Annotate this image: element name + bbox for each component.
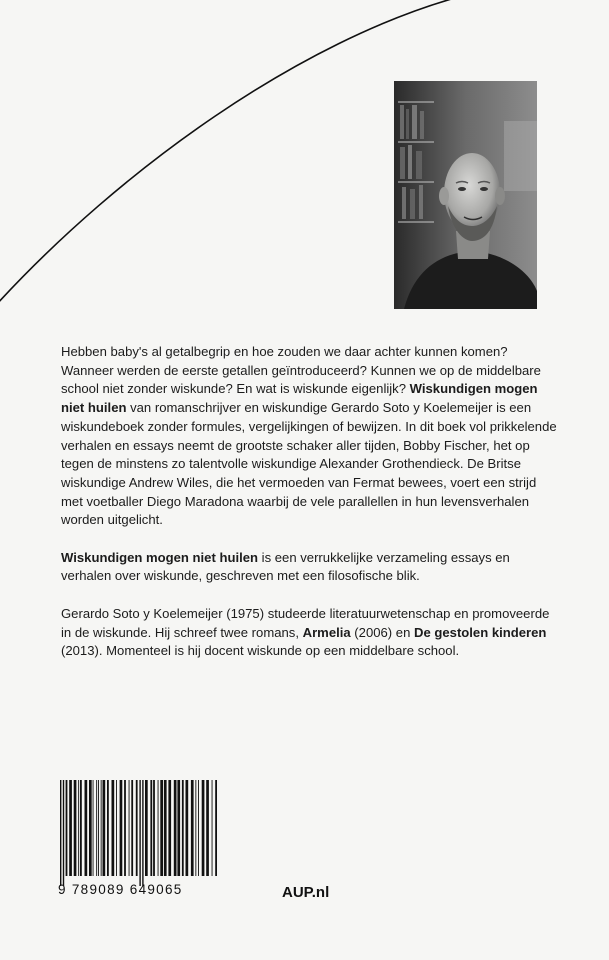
barcode-bar <box>160 780 163 876</box>
paragraph-summary <box>61 549 561 586</box>
barcode-bar <box>215 780 217 876</box>
barcode-bar <box>195 780 196 876</box>
barcode-bar <box>101 780 102 876</box>
barcode-bar <box>66 780 68 876</box>
book-title-run: Armelia <box>302 624 351 640</box>
barcode-bar <box>164 780 167 876</box>
barcode-bar <box>136 780 138 876</box>
book-title-run: De gestolen kinderen <box>414 624 547 640</box>
barcode-bar <box>93 780 94 876</box>
barcode-bar <box>116 780 117 876</box>
barcode-bar <box>80 780 82 876</box>
barcode-bar <box>168 780 171 876</box>
barcode-bar <box>177 780 180 876</box>
barcode-bar <box>107 780 109 876</box>
barcode-bar <box>139 780 140 886</box>
barcode-bar <box>120 780 123 876</box>
barcode-bar <box>96 780 97 876</box>
barcode-bar <box>174 780 177 876</box>
barcode-bar <box>150 780 152 876</box>
barcode-bar <box>69 780 72 876</box>
barcode-bar <box>182 780 184 876</box>
barcode-bar <box>98 780 99 876</box>
barcode-bar <box>129 780 130 876</box>
text-run: Hebben baby's al getalbegrip en hoe zouden we daar achter kunnen komen? Wanneer werden de eerste getallen geïntroduceerd? Kunnen we op de middelbare school niet zonder wiskunde? En wat is wiskunde eigenlijk? <box>61 344 541 397</box>
text-run: is een verrukkelijke verzameling essays en verhalen over wiskunde, geschreven met een filosofische blik. <box>61 549 510 584</box>
paragraph-author-bio <box>61 605 561 661</box>
paragraph-synopsis <box>61 343 561 530</box>
barcode-bar <box>191 780 194 876</box>
barcode-bar <box>153 780 155 876</box>
text-run: van romanschrijver en wiskundige Gerardo Soto y Koelemeijer is een wiskundeboek zonder formules, vergelijkingen of bewijzen. In dit boek vol prikkelende verhalen en essays neemt de grootste schaker aller tijden, Bobby Fischer, het op tegen de minstens zo talentvolle wiskundige Alexander Grothendieck. De Britse wiskundige Andrew Wiles, die het vermoeden van Fermat bewees, voert een strijd met voetballer Diego Maradona waarbij de vele parallellen in hun levensverhalen worden uitgelicht. <box>61 400 557 528</box>
barcode-bar <box>186 780 189 876</box>
barcode-bar <box>158 780 159 876</box>
barcode-bar <box>202 780 205 876</box>
barcode-bar <box>142 780 143 886</box>
barcode-bar <box>89 780 92 876</box>
text-run: (2006) en <box>350 624 414 640</box>
book-title-run: Wiskundigen mogen niet huilen <box>61 549 259 565</box>
barcode-bar <box>206 780 209 876</box>
text-run: (2013). Momenteel is hij docent wiskunde op een middelbare school. <box>61 643 460 659</box>
isbn-barcode <box>58 780 221 892</box>
barcode-bar <box>112 780 115 876</box>
barcode-bar <box>145 780 148 876</box>
barcode-bar <box>60 780 61 886</box>
barcode-bar <box>74 780 77 876</box>
back-cover-text <box>61 343 561 680</box>
barcode-bar <box>103 780 106 876</box>
barcode-bar <box>85 780 88 876</box>
barcode-bar <box>63 780 64 886</box>
author-photo <box>394 81 537 309</box>
barcode-bar <box>78 780 79 876</box>
isbn-digits: 9 789089 649065 <box>58 882 183 897</box>
barcode-bar <box>124 780 126 876</box>
barcode-bar <box>198 780 199 876</box>
barcode-bar <box>212 780 213 876</box>
publisher-url: AUP.nl <box>282 884 330 901</box>
text-run: Gerardo Soto y Koelemeijer (1975) studeerde literatuurwetenschap en promoveerde in de wiskunde. Hij schreef twee romans, <box>61 605 550 640</box>
book-title-run: Wiskundigen mogen niet huilen <box>61 381 538 416</box>
barcode-bar <box>131 780 133 876</box>
